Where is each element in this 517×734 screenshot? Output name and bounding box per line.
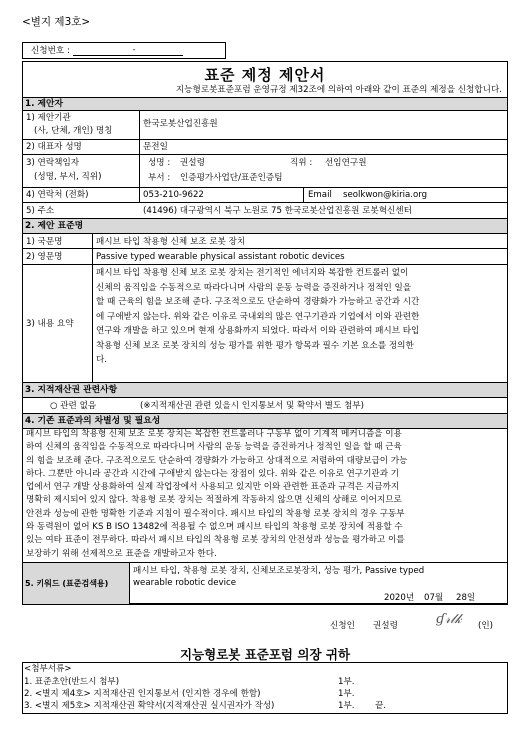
summary-text <box>96 266 504 368</box>
contact-label-line2: (성명, 부서, 직위) <box>34 172 102 182</box>
page-title: 표준 제정 제안서 <box>204 66 326 84</box>
necessity-line: 패시브 타입의 착용형 신체 보조 로봇 장치는 복잡한 컨트롤러나 구동부 없이 기계적 메커니즘을 이용 <box>26 429 402 439</box>
request-number-field[interactable] <box>73 46 183 56</box>
summary-line: 신체의 움직임을 수동적으로 따라다니며 사람의 운동 능력을 증진하거나 정적인 일을 <box>96 282 412 293</box>
contact-label-line1: 3) 연락책임자 <box>26 158 80 168</box>
divider <box>22 202 508 203</box>
necessity-line: 하다. 그뿐만 아니라 공간과 시간에 구애받지 않는다는 장점이 있다. 위와 같은 이유로 연구기관과 기 <box>26 468 400 479</box>
summary-line: 에 구애받지 않는다. 위와 같은 이유로 국내외의 많은 연구기관과 기업에서 이와 관련한 <box>96 311 420 322</box>
keywords-line1: 패시브 타입, 착용형 로봇 장치, 신체보조로봇장치, 성능 평가, Passive typed <box>133 566 425 576</box>
section-header-ip: 3. 지적재산권 관련사항 <box>23 383 507 397</box>
divider <box>92 233 93 382</box>
necessity-line: 보장하기 위해 선제적으로 표준을 개발하고자 한다. <box>26 548 217 559</box>
date-day: 28일 <box>456 593 476 603</box>
addressee-title: 지능형로봇 표준포럼 의장 귀하 <box>179 647 351 662</box>
phone-label: 4) 연락처 (전화) <box>26 190 89 200</box>
attachment-count: 1부. <box>338 701 355 711</box>
date-month: 07월 <box>424 593 444 603</box>
dept-value: 인증평가사업단/표준인증팀 <box>180 173 283 183</box>
position-value: 선임연구원 <box>325 158 367 168</box>
divider <box>22 110 508 111</box>
necessity-line: 하여 신체의 움직임을 수동적으로 따라다니며 사람의 운동 능력을 증진하거나 정적인 일을 할 때 근육 <box>26 442 402 453</box>
rep-label: 2) 대표자 성명 <box>26 142 82 152</box>
summary-line: 연구와 개발을 하고 있으며 현재 상용화까지 되었다. 따라서 이와 관련하여 패시브 타입 <box>96 326 420 336</box>
necessity-line: 와 동력원이 없어 KS B ISO 13482에 적용될 수 없으며 패시브 타입의 착용형 로봇 장치에 적용할 수 <box>26 522 403 533</box>
request-number-box <box>22 42 226 59</box>
dept-label: 부서 : <box>148 173 171 183</box>
date-year: 2020년 <box>384 593 415 603</box>
divider <box>129 562 130 604</box>
address-label: 5) 주소 <box>26 206 55 216</box>
section-header-standard-name: 2. 제안 표준명 <box>23 219 507 233</box>
attachment-end: 끝. <box>375 701 387 711</box>
address-value: (41496) 대구광역시 북구 노원로 75 한국로봇산업진흥원 로봇혁신센터 <box>143 206 412 216</box>
request-number-label: 신청번호 : <box>31 46 70 56</box>
position-label: 직위 : <box>290 158 313 168</box>
divider <box>139 110 140 203</box>
applicant-name: 권설령 <box>373 621 398 631</box>
divider <box>303 187 304 202</box>
necessity-line: 명확히 제시되어 있지 않다. 착용형 로봇 장치는 적절하게 작동하지 않으면 신체의 상해로 이어지므로 <box>26 495 402 506</box>
divider <box>22 154 508 155</box>
necessity-line: 업에서 연구 개발 상용화하여 실제 작업장에서 사용되고 있지만 이와 관련한 표준과 규격은 지금까지 <box>26 482 400 493</box>
org-value: 한국로봇산업진흥원 <box>143 119 218 129</box>
summary-line: 착용형 신체 보조 로봇 장치의 성능 평가를 위한 평가 항목과 필수 기본 요소를 정의한 <box>96 340 414 351</box>
email-value: seolkwon@kiria.org <box>343 190 428 200</box>
section-header-keywords: 5. 키워드 (표준검색용) <box>23 563 129 604</box>
request-number-dash: - <box>132 44 136 54</box>
name-value: 권설령 <box>180 158 205 168</box>
english-name-value: Passive typed wearable physical assistant robotic devices <box>96 252 345 262</box>
summary-line: 할 때 근육의 힘을 보조해 준다. 구조적으로도 단순하여 경량화가 가능하고 공간과 시간 <box>96 297 420 307</box>
divider <box>22 233 508 234</box>
english-name-label: 2) 영문명 <box>26 252 63 262</box>
necessity-line: 안전과 성능에 관한 명확한 기준과 지침이 필수적이다. 패시브 타입의 착용형 로봇 장치의 경우 구동부 <box>26 508 405 519</box>
divider <box>22 187 508 188</box>
seal-label: (인) <box>478 621 494 631</box>
keywords-line2: wearable robotic device <box>133 578 236 588</box>
name-label: 성명 : <box>148 158 171 168</box>
attachment-item: 1. 표준초안(반드시 첨부) <box>24 677 120 687</box>
form-number: <별지 제3호> <box>22 16 91 28</box>
divider <box>22 397 508 398</box>
ip-option[interactable]: ○ 관련 없음 <box>50 401 97 411</box>
rep-value: 문전일 <box>143 142 168 152</box>
org-label-line2: (사, 단체, 개인) 명칭 <box>34 126 113 136</box>
attachment-item: 2. <별지 제4호> 지적재산권 인지통보서 (인지한 경우에 한함) <box>24 689 261 699</box>
applicant-label: 신청인 <box>330 621 355 631</box>
korean-name-value: 패시브 타입 착용형 신체 보조 로봇 장치 <box>96 237 246 247</box>
divider <box>22 264 508 265</box>
signature-mark: ɠ𝓇𝓁𝓀 <box>436 612 462 627</box>
divider <box>22 139 508 140</box>
attachment-count: 1부. <box>338 689 355 699</box>
necessity-line: 의 힘을 보조해 준다. 구조적으로도 단순하여 경량화가 가능하고 상대적으로 저렴하여 대량보급이 가능 <box>26 455 408 466</box>
intro-text: 지능형로봇표준포럼 운영규정 제32조에 의하여 아래와 같이 표준의 제정을 신청합니다. <box>175 85 502 95</box>
divider <box>22 248 508 249</box>
summary-line: 다. <box>96 355 108 365</box>
attachment-count: 1부. <box>338 677 355 687</box>
phone-value: 053-210-9622 <box>143 190 204 200</box>
org-label-line1: 1) 제안기관 <box>26 113 71 123</box>
summary-line: 패시브 타입 착용형 신체 보조 로봇 장치는 전기적인 에너지와 복잡한 컨트롤러 없이 <box>96 268 409 278</box>
necessity-line: 있는 여타 표준이 전무하다. 따라서 패시브 타입의 착용형 로봇 장치의 안전성과 성능을 평가하고 이를 <box>26 535 405 546</box>
divider <box>22 604 508 605</box>
korean-name-label: 1) 국문명 <box>26 237 63 247</box>
attachments-header: <첨부서류> <box>24 664 72 674</box>
attachment-item: 3. <별지 제5호> 지적재산권 확약서(지적재산권 실시권자가 작성) <box>24 701 275 711</box>
necessity-text <box>26 428 504 561</box>
summary-label: 3) 내용 요약 <box>26 319 74 329</box>
section-header-proposer: 1. 제안자 <box>23 98 507 110</box>
ip-note: (※지적재산권 관련 있을시 인지통보서 및 확약서 별도 첨부) <box>140 401 364 411</box>
email-label: Email <box>308 190 332 200</box>
section-header-necessity: 4. 기존 표준과의 차별성 및 필요성 <box>23 414 507 428</box>
